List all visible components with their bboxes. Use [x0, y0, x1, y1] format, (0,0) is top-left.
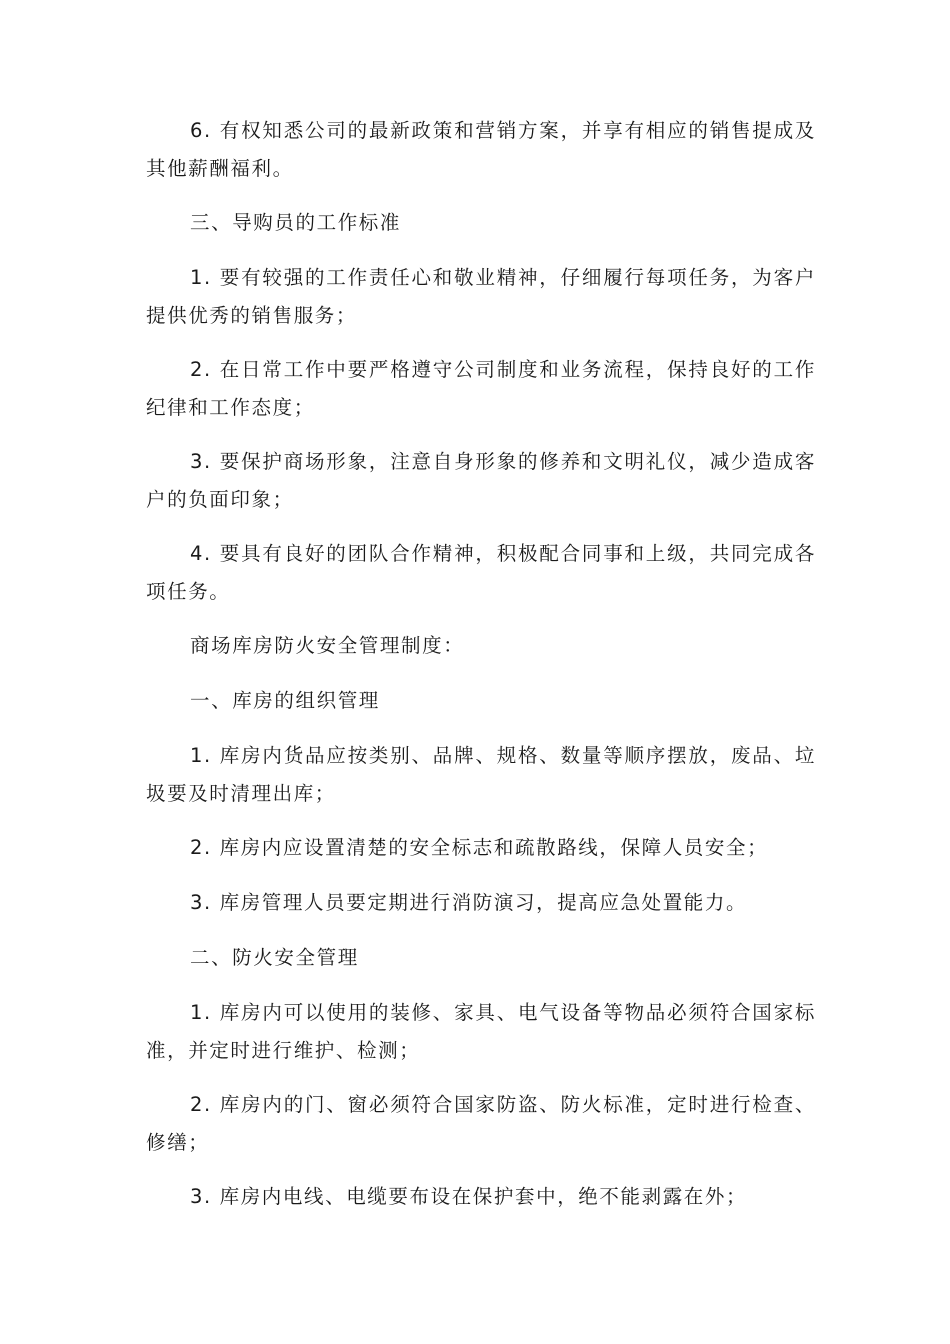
- heading-warehouse-fire-safety: 商场库房防火安全管理制度：: [190, 634, 465, 657]
- paragraph-standard-1: 1. 要有较强的工作责任心和敬业精神，仔细履行每项任务，为客户提供优秀的销售服务；: [146, 266, 816, 327]
- heading-fire-safety-management: 二、防火安全管理: [190, 946, 359, 969]
- paragraph-fire-safety-3: 3. 库房内电线、电缆要布设在保护套中，绝不能剥露在外；: [190, 1185, 748, 1208]
- heading-salesperson-standards: 三、导购员的工作标准: [190, 211, 402, 234]
- paragraph-standard-3: 3. 要保护商场形象，注意自身形象的修养和文明礼仪，减少造成客户的负面印象；: [146, 450, 816, 511]
- paragraph-organization-1: 1. 库房内货品应按类别、品牌、规格、数量等顺序摆放，废品、垃圾要及时清理出库；: [146, 744, 816, 805]
- paragraph-organization-2: 2. 库房内应设置清楚的安全标志和疏散路线，保障人员安全；: [190, 836, 769, 859]
- paragraph-standard-2: 2. 在日常工作中要严格遵守公司制度和业务流程，保持良好的工作纪律和工作态度；: [146, 358, 816, 419]
- paragraph-standard-4: 4. 要具有良好的团队合作精神，积极配合同事和上级，共同完成各项任务。: [146, 542, 816, 603]
- paragraph-fire-safety-2: 2. 库房内的门、窗必须符合国家防盗、防火标准，定时进行检查、修缮；: [146, 1093, 816, 1154]
- heading-warehouse-organization: 一、库房的组织管理: [190, 689, 380, 712]
- document-page: [146, 112, 816, 1216]
- paragraph-organization-3: 3. 库房管理人员要定期进行消防演习，提高应急处置能力。: [190, 891, 748, 914]
- paragraph-salesperson-right-6: 6. 有权知悉公司的最新政策和营销方案，并享有相应的销售提成及其他薪酬福利。: [146, 119, 816, 180]
- paragraph-fire-safety-1: 1. 库房内可以使用的装修、家具、电气设备等物品必须符合国家标准，并定时进行维护、检测；: [146, 1001, 816, 1062]
